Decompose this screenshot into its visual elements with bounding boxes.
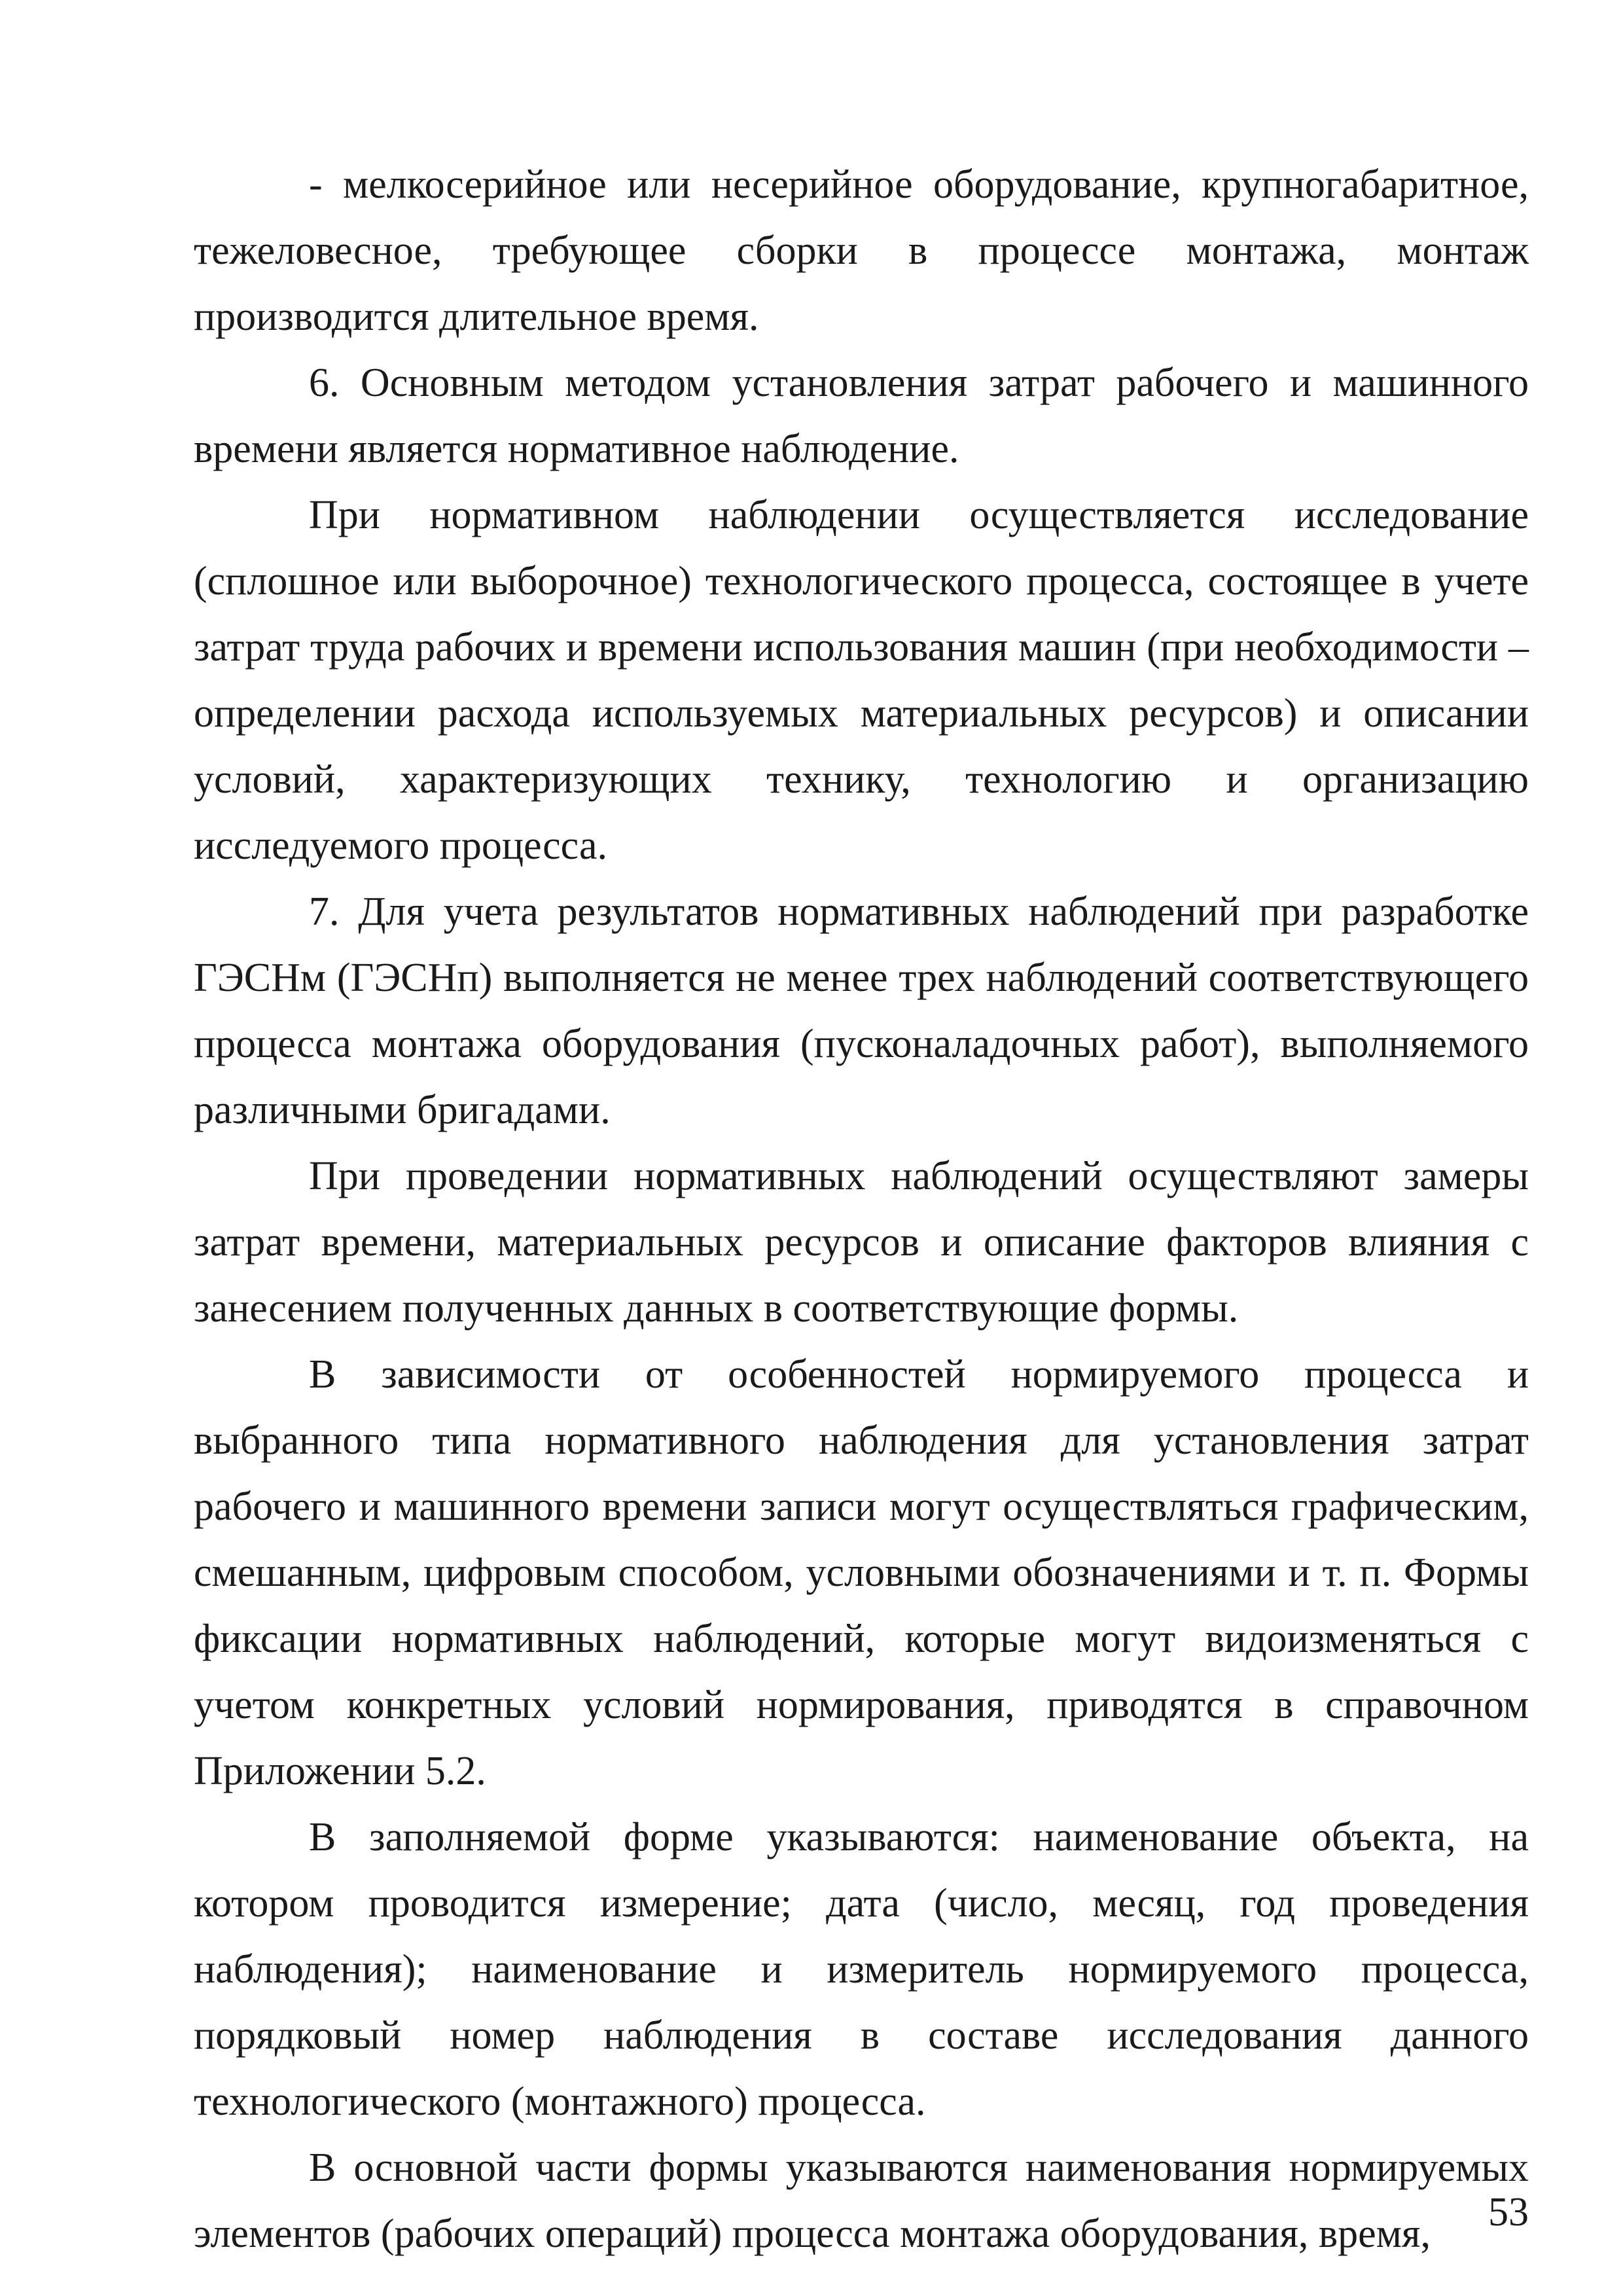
paragraph-5: При проведении нормативных наблюдений осуществляют замеры затрат времени, материальных ресурсов и описание факторов влияния с занесением полученных данных в соответствующие формы. bbox=[194, 1154, 1529, 1331]
paragraph-3: При нормативном наблюдении осуществляется исследование (сплошное или выборочное) технологического процесса, состоящее в учете затрат труда рабочих и времени использования машин (при необходимости – определении расхода используемых материальных ресурсов) и описании условий, характеризующих технику, технологию и организацию исследуемого процесса. bbox=[194, 493, 1529, 868]
page-number: 53 bbox=[1488, 2190, 1529, 2234]
document-body bbox=[194, 152, 1529, 2267]
paragraph-2: 6. Основным методом установления затрат рабочего и машинного времени является нормативное наблюдение. bbox=[194, 361, 1529, 471]
paragraph-6: В зависимости от особенностей нормируемого процесса и выбранного типа нормативного наблюдения для установления затрат рабочего и машинного времени записи могут осуществляться графическим, смешанным, цифровым способом, условными обозначениями и т. п. Формы фиксации нормативных наблюдений, которые могут видоизменяться с учетом конкретных условий нормирования, приводятся в справочном Приложении 5.2. bbox=[194, 1352, 1529, 1793]
paragraph-1: - мелкосерийное или несерийное оборудование, крупногабаритное, тежеловесное, требующее сборки в процессе монтажа, монтаж производится длительное время. bbox=[194, 162, 1529, 339]
paragraph-8: В основной части формы указываются наименования нормируемых элементов (рабочих операций) процесса монтажа оборудования, время, bbox=[194, 2145, 1529, 2256]
paragraph-7: В заполняемой форме указываются: наименование объекта, на котором проводится измерение; дата (число, месяц, год проведения наблюдения); наименование и измеритель нормируемого процесса, порядковый номер наблюдения в составе исследования данного технологического (монтажного) процесса. bbox=[194, 1815, 1529, 2124]
paragraph-4: 7. Для учета результатов нормативных наблюдений при разработке ГЭСНм (ГЭСНп) выполняется не менее трех наблюдений соответствующего процесса монтажа оборудования (пусконаладочных работ), выполняемого различными бригадами. bbox=[194, 889, 1529, 1132]
